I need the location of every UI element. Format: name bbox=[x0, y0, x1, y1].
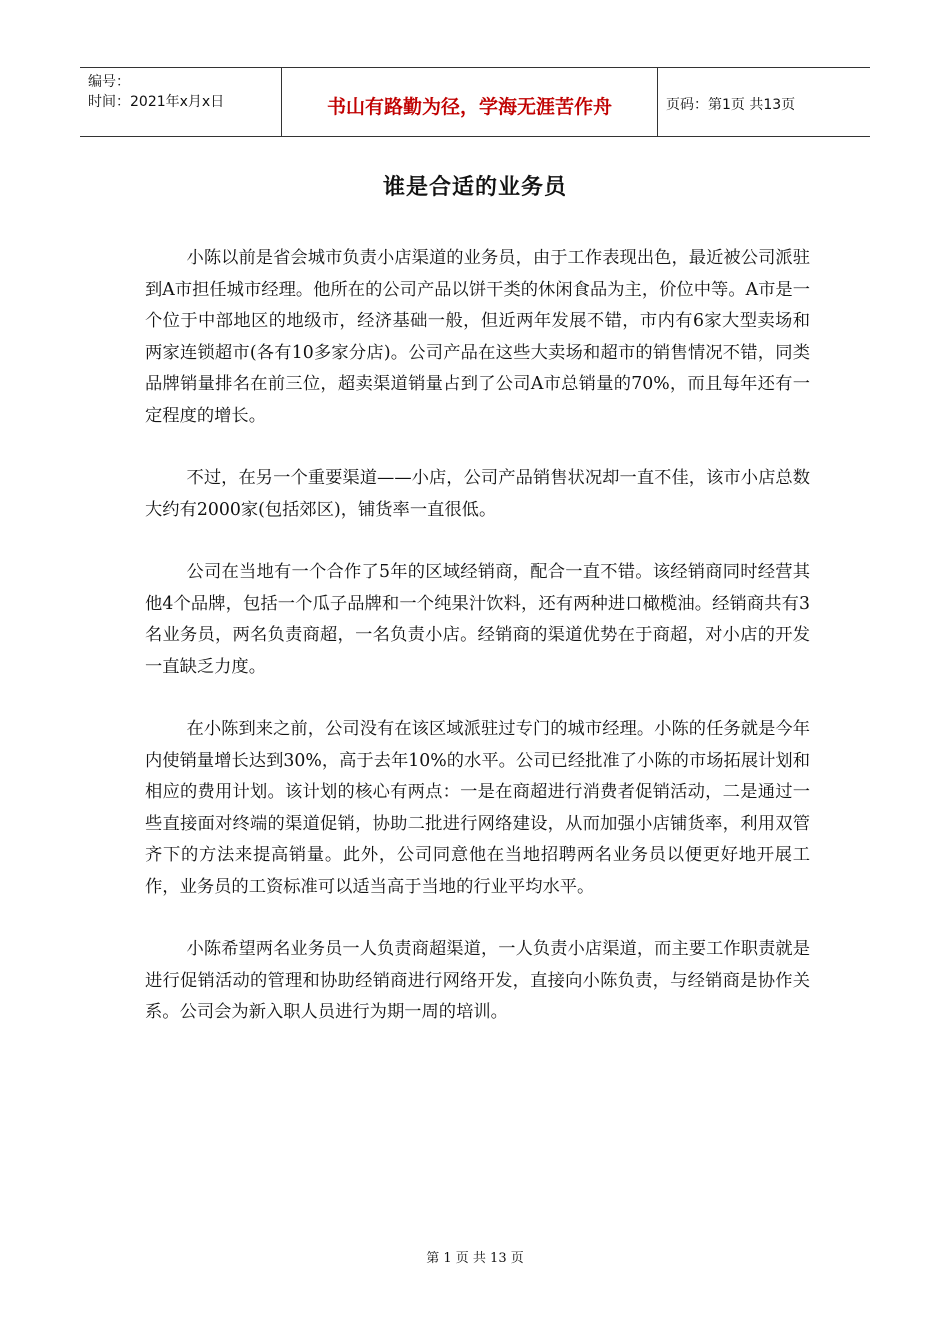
paragraph: 在小陈到来之前，公司没有在该区域派驻过专门的城市经理。小陈的任务就是今年内使销量增长达到30%，高于去年10%的水平。公司已经批准了小陈的市场拓展计划和相应的费用计划。该计划的核心有两点：一是在商超进行消费者促销活动，二是通过一些直接面对终端的渠道促销，协助二批进行网络建设，从而加强小店铺货率，利用双管齐下的方法来提高销量。此外，公司同意他在当地招聘两名业务员以便更好地开展工作，业务员的工资标准可以适当高于当地的行业平均水平。 bbox=[145, 719, 810, 897]
paragraph: 小陈希望两名业务员一人负责商超渠道，一人负责小店渠道，而主要工作职责就是进行促销活动的管理和协助经销商进行网络开发，直接向小陈负责，与经销商是协作关系。公司会为新入职人员进行为期一周的培训。 bbox=[145, 939, 810, 1022]
document-body bbox=[145, 243, 810, 1060]
paragraph: 公司在当地有一个合作了5年的区域经销商，配合一直不错。该经销商同时经营其他4个品牌，包括一个瓜子品牌和一个纯果汁饮料，还有两种进口橄榄油。经销商共有3名业务员，两名负责商超，一名负责小店。经销商的渠道优势在于商超，对小店的开发一直缺乏力度。 bbox=[145, 562, 810, 677]
document-number-label: 编号： bbox=[88, 74, 130, 90]
paragraph: 小陈以前是省会城市负责小店渠道的业务员，由于工作表现出色，最近被公司派驻到A市担任城市经理。他所在的公司产品以饼干类的休闲食品为主，价位中等。A市是一个位于中部地区的地级市，经济基础一般，但近两年发展不错，市内有6家大型卖场和两家连锁超市(各有10多家分店)。公司产品在这些大卖场和超市的销售情况不错，同类品牌销量排名在前三位，超卖渠道销量占到了公司A市总销量的70%，而且每年还有一定程度的增长。 bbox=[145, 248, 810, 426]
header-motto: 书山有路勤为径，学海无涯苦作舟 bbox=[282, 68, 658, 136]
page-header bbox=[80, 67, 870, 137]
paragraph: 不过，在另一个重要渠道——小店，公司产品销售状况却一直不佳，该市小店总数大约有2000家(包括郊区)，铺货率一直很低。 bbox=[145, 468, 810, 520]
document-title: 谁是合适的业务员 bbox=[382, 175, 567, 200]
header-meta bbox=[80, 68, 282, 136]
header-page-info: 页码：第1页 共13页 bbox=[666, 97, 796, 113]
document-time-label: 时间：2021年x月x日 bbox=[88, 94, 225, 110]
page-footer: 第 1 页 共 13 页 bbox=[426, 1251, 524, 1266]
